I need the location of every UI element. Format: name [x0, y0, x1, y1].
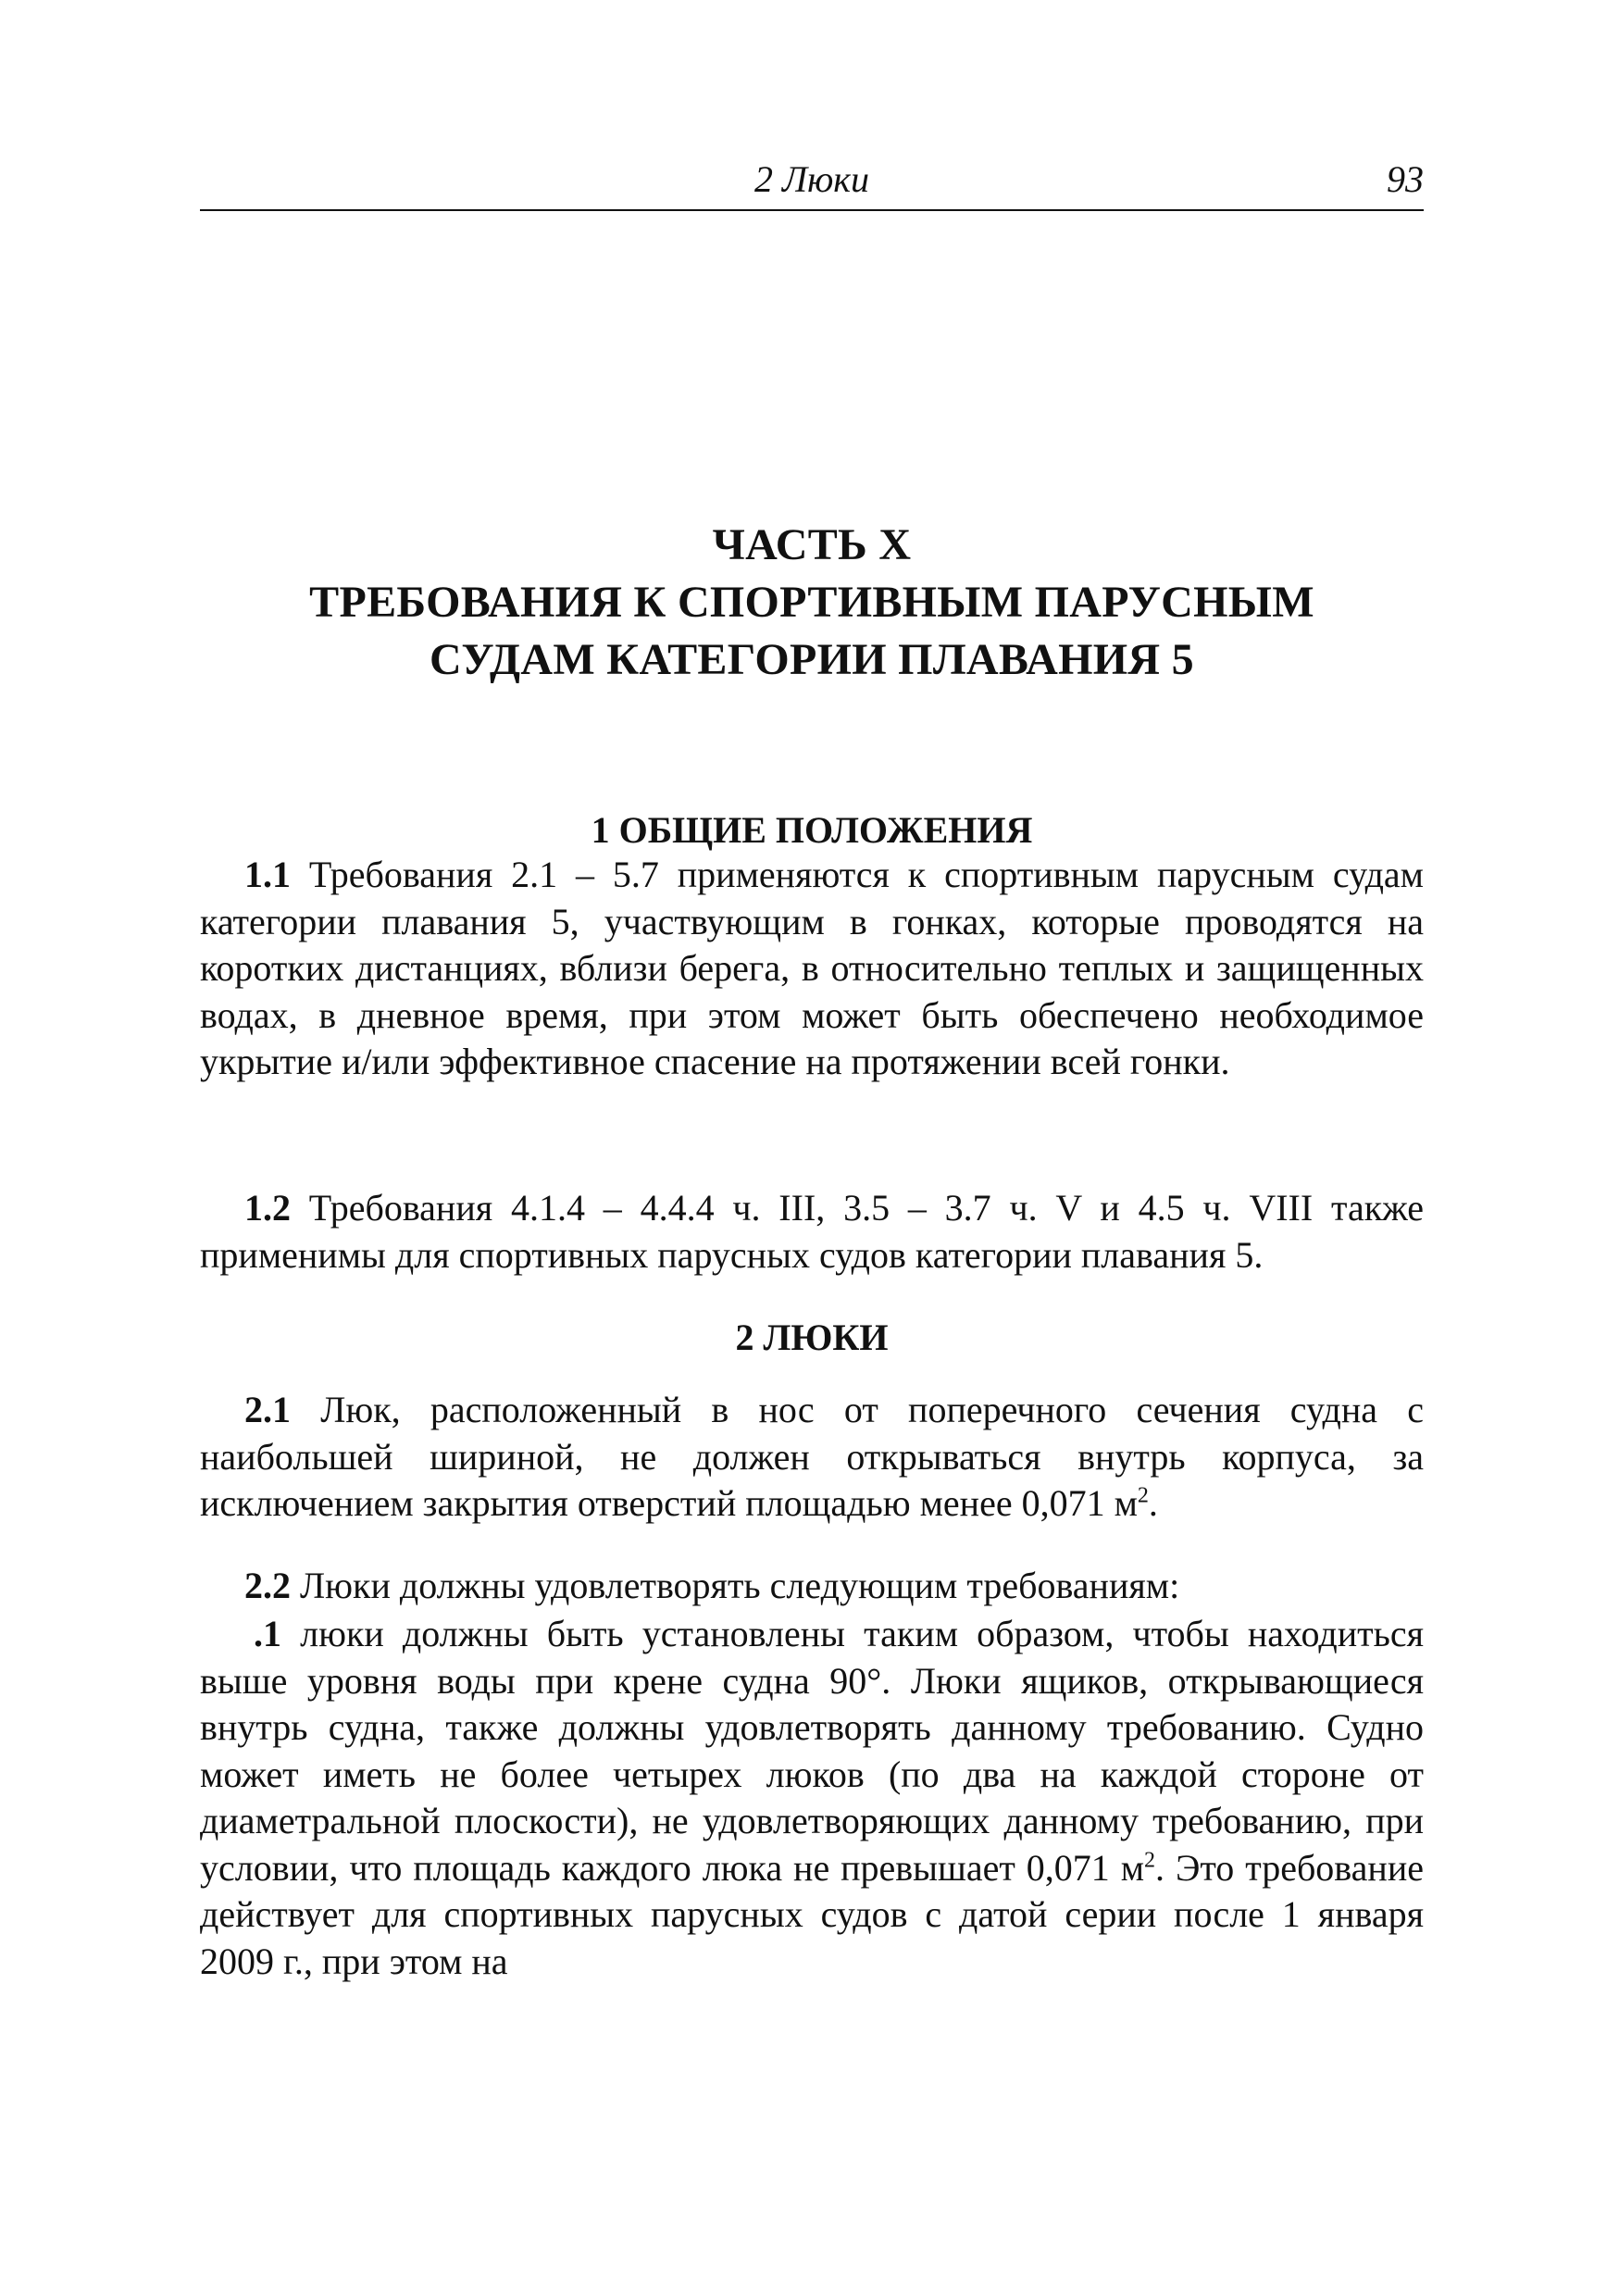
paragraph-number: 2.1: [244, 1389, 291, 1430]
paragraph-2-1: [200, 1387, 1424, 1528]
list-item-text: люки должны быть установлены таким образом, чтобы находиться выше уровня воды при крене судна 90°. Люки ящиков, открывающиеся внутрь судна, также должны удовлетворять данному требованию. Судно может иметь не более четырех люков (по два на каждой стороне от диаметральной плоскости), не удовлетворяющих данному требованию, при условии, что площадь каждого люка не превышает 0,071 м: [200, 1613, 1424, 1889]
section-heading-general: 1 ОБЩИЕ ПОЛОЖЕНИЯ: [591, 809, 1033, 851]
paragraph-text: Требования 4.1.4 – 4.4.4 ч. III, 3.5 – 3.7 ч. V и 4.5 ч. VIII также применимы для спортивных парусных судов категории плавания 5.: [200, 1187, 1424, 1276]
page-number: 93: [1387, 158, 1424, 200]
paragraph-text: Люк, расположенный в нос от поперечного сечения судна с наибольшей шириной, не должен открываться внутрь корпуса, за исключением закрытия отверстий площадью менее 0,071 м: [200, 1389, 1424, 1524]
list-item-text-continued: . Это требование действует для спортивных парусных судов с датой серии после 1 января 2009 г., при этом на: [200, 1846, 1424, 1982]
superscript: 2: [1137, 1483, 1149, 1508]
paragraph-1-2: [200, 1185, 1424, 1279]
paragraph-number: 1.1: [244, 854, 291, 895]
paragraph-2-2: [200, 1563, 1424, 1610]
running-head: [200, 156, 1424, 211]
paragraph-1-1: [200, 852, 1424, 1086]
superscript: 2: [1144, 1848, 1156, 1873]
list-item-1: [200, 1611, 1424, 1985]
paragraph-number: 2.2: [244, 1565, 291, 1606]
part-title-line-1: ЧАСТЬ X: [712, 520, 912, 569]
document-page: [200, 0, 1424, 2296]
list-item-number: .1: [254, 1613, 281, 1654]
section-heading-hatches: 2 ЛЮКИ: [735, 1316, 889, 1358]
paragraph-text: Люки должны удовлетворять следующим требованиям:: [291, 1565, 1180, 1606]
running-head-title: 2 Люки: [753, 158, 869, 200]
paragraph-number: 1.2: [244, 1187, 291, 1229]
paragraph-text: Требования 2.1 – 5.7 применяются к спортивным парусным судам категории плавания 5, участвующим в гонках, которые проводятся на коротких дистанциях, вблизи берега, в относительно теплых и защищенных водах, в дневное время, при этом может быть обеспечено необходимое укрытие и/или эффективное спасение на протяжении всей гонки.: [200, 854, 1424, 1082]
part-title-line-2: ТРЕБОВАНИЯ К СПОРТИВНЫМ ПАРУСНЫМ: [309, 578, 1314, 627]
part-title: [200, 517, 1424, 689]
part-title-line-3: СУДАМ КАТЕГОРИИ ПЛАВАНИЯ 5: [430, 635, 1194, 684]
paragraph-text-end: .: [1148, 1482, 1158, 1524]
